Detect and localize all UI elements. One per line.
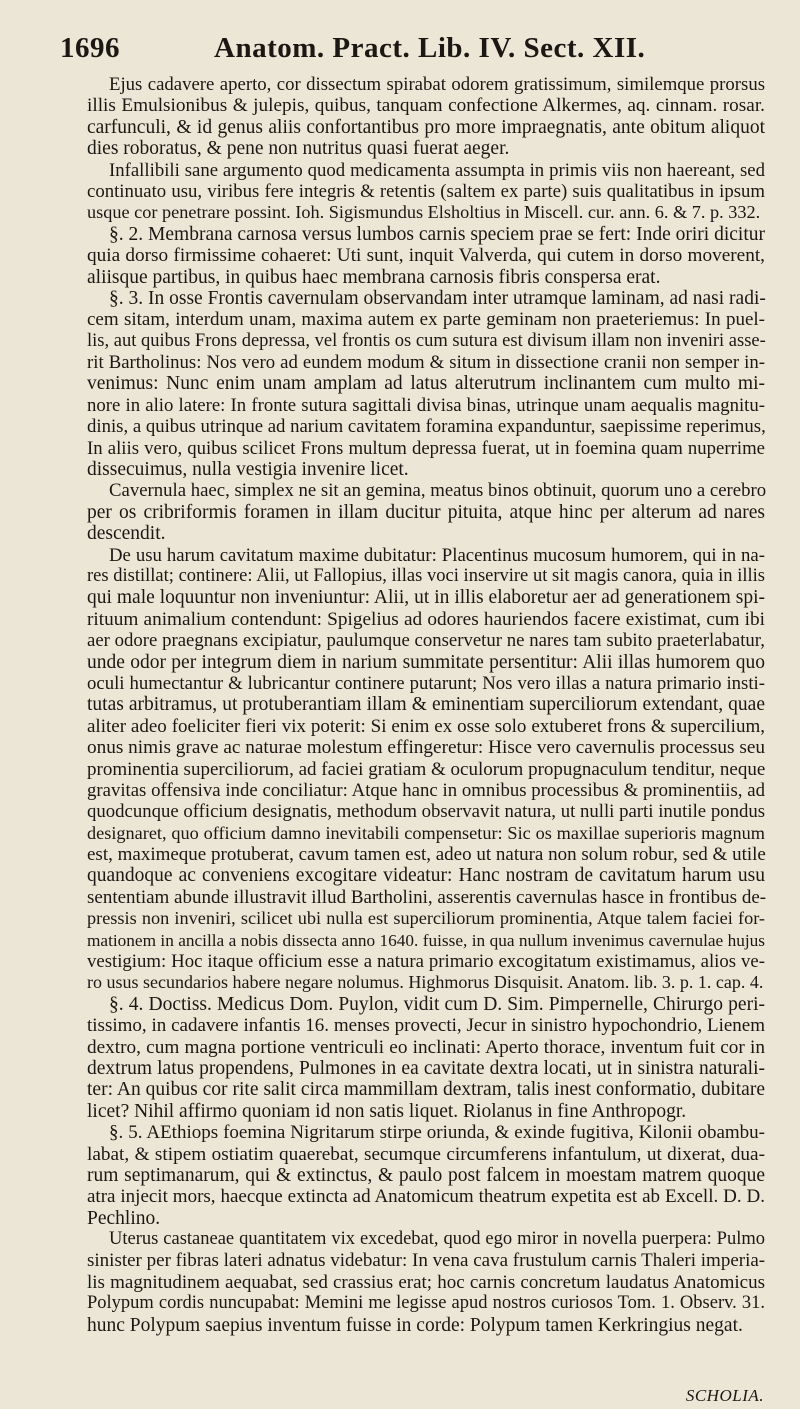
text-line: pressis non inveniri, scilicet ubi nulla est superciliorum prominentia, Atque talem faciei for- [87, 908, 765, 929]
text-line: dies roboratus, & pene non nutritus quasi fuerat aeger. [87, 138, 510, 160]
text-line: vestigium: Hoc itaque officium esse a natura primario excogitatum existimamus, alios ve- [87, 951, 765, 973]
text-line: Pechlino. [87, 1207, 161, 1229]
text-line: Uterus castaneae quantitatem vix excedebat, quod ego miror in novella puerpera: Pulmo [109, 1229, 765, 1250]
text-line: res distillat; continere: Alii, ut Fallopius, illas voci inservire ut sit magis canora, quia in illis [87, 565, 765, 586]
page-number: 1696 [60, 32, 120, 64]
text-line: designaret, quo officium damno inevitabili compensetur: Sic os maxillae superioris magnum [87, 822, 765, 843]
text-line: rum septimanarum, qui & extinctus, & paulo post falcem in moestam matrem quoque [87, 1164, 765, 1186]
text-line: Infallibili sane argumento quod medicamenta assumpta in primis viis non haereant, sed [109, 159, 765, 181]
text-line: usque cor penetrare possint. Ioh. Sigismundus Elsholtius in Miscell. cur. ann. 6. & 7. p. 332. [87, 202, 761, 223]
text-line: tissimo, in cadavere infantis 16. menses provecti, Jecur in sinistro hypochondrio, Lienem [87, 1015, 765, 1037]
text-line: cem sitam, interdum unam, maxima autem ex parte geminam non praeteriemus: In puel- [87, 309, 765, 331]
text-line: dextrum latus propendens, Pulmones in ea cavitate dextra locati, ut in sinistra naturali- [87, 1057, 765, 1079]
text-line: Polypum cordis nuncupabat: Memini me legisse apud nostros curiosos Tom. 1. Observ. 31. [87, 1293, 765, 1314]
body-text [87, 74, 765, 1336]
text-line: licet? Nihil affirmo quoniam id non satis liquet. Riolanus in fine Anthropogr. [87, 1100, 687, 1122]
text-line: quandoque ac conveniens excogitare videatur: Hanc nostram de cavitatum harum usu [87, 865, 765, 887]
text-line: ro usus secundarios habere negare nolumus. Highmorus Disquisit. Anatom. lib. 3. p. 1. cap. 4. [87, 972, 764, 993]
text-line: Cavernula haec, simplex ne sit an gemina, meatus binos obtinuit, quorum uno a cerebro [109, 480, 767, 502]
text-line: §. 5. AEthiops foemina Nigritarum stirpe oriunda, & exinde fugitiva, Kilonii obambu- [109, 1122, 765, 1144]
text-line: mationem in ancilla a nobis dissecta anno 1640. fuisse, in qua nullum invenimus cavernulae hujus [87, 930, 765, 950]
text-line: De usu harum cavitatum maxime dubitatur: Placentinus mucosum humorem, qui in na- [109, 544, 765, 566]
text-line: sententiam abunde illustravit illud Bartholini, asserentis cavernulas hasce in frontibus de- [87, 886, 767, 908]
text-line: prominentia superciliorum, ad faciei gratiam & oculorum propugnaculum tenditur, neque [87, 758, 766, 780]
text-line: In aliis vero, quibus scilicet Frons multum depressa fuerat, ut in foemina quam nuperrime [87, 437, 765, 459]
text-line: ter: An quibus cor rite salit circa mammillam dextram, talis inest conformatio, dubitare [87, 1079, 765, 1101]
text-line: nore in alio latere: In fronte sutura sagittali divisa binas, utrinque unam aequalis magnitu- [87, 394, 765, 416]
text-line: quia dorso firmissime cohaeret: Uti sunt, inquit Valverda, qui cutem in dorso moverent, [87, 245, 765, 267]
text-line: est, maximeque protuberat, cavum tamen est, adeo ut natura non solum robur, sed & utile [87, 844, 766, 866]
text-line: venimus: Nunc enim unam amplam ad latus alterutrum inclinantem cum multo mi- [87, 373, 765, 395]
text-line: rituum animalium contendunt: Spigelius ad odores hauriendos facere existimat, cum ibi [87, 608, 765, 630]
text-line: continuato usu, viribus fere integris & retentis (saltem ex parte) suis qualitatibus in ipsum [87, 180, 765, 202]
text-line: illis Emulsionibus & julepis, quibus, tanquam confectione Alkermes, aq. cinnam. rosar. [87, 95, 765, 117]
running-title: Anatom. Pract. Lib. IV. Sect. XII. [214, 32, 646, 64]
text-line: tutas arbitramus, ut protuberantiam illam & eminentiam superciliorum extendant, quae [87, 694, 765, 716]
text-line: lis, aut quibus Frons depressa, vel frontis os cum sutura est divisum illam non inveniri asse- [87, 330, 766, 351]
text-line: dinis, a quibus utrinque ad narium cavitatem foramina expanduntur, saepissime reperimus, [87, 416, 766, 438]
text-line: rit Bartholinus: Nos vero ad eundem modum & situm in dissectione cranii non semper in- [87, 352, 765, 374]
text-line: unde odor per integrum diem in narium summitate persentitur: Alii illas humorem quo [87, 651, 765, 673]
text-line: gravitas offensiva inde conciliatur: Atque hanc in omnibus processibus & prominentiis, ad [87, 779, 765, 801]
catchword: SCHOLIA. [685, 1386, 764, 1405]
text-line: dextro, cum magna portione ventriculi eo inclinati: Aperto thorace, inventum fuit cor in [87, 1036, 765, 1058]
page-header [60, 32, 760, 72]
text-line: aer odore praegnans excipiatur, paulumque conservetur ne nares tam subito praeterlabatur, [87, 630, 765, 652]
text-line: carfunculi, & id genus aliis confortantibus pro more impraegnatis, ante obitum aliquot [87, 116, 765, 138]
text-line: atra injecit mors, haecque extincta ad Anatomicum theatrum expetita est ab Excell. D. D. [87, 1186, 765, 1208]
text-line: §. 2. Membrana carnosa versus lumbos carnis speciem prae se fert: Inde oriri dicitur [109, 223, 765, 245]
text-line: sinister per fibras lateri adnatus videbatur: In vena cava frustulum carnis Thaleri imperia- [87, 1250, 766, 1272]
text-line: oculi humectantur & lubricantur continere putarunt; Nos vero illas a natura primario insti- [87, 672, 765, 694]
text-line: aliisque partibus, in quibus haec membrana carnosis fibris conspersa erat. [87, 266, 661, 288]
text-line: §. 3. In osse Frontis cavernulam observandam inter utramque laminam, ad nasi radi- [109, 287, 766, 309]
text-line: quodcunque officium designatis, methodum observavit natura, ut nulli parti inutile pondus [87, 801, 765, 823]
text-line: dissecuimus, nulla vestigia invenire licet. [87, 459, 409, 481]
text-line: Ejus cadavere aperto, cor dissectum spirabat odorem gratissimum, similemque prorsus [109, 74, 765, 95]
text-line: §. 4. Doctiss. Medicus Dom. Puylon, vidit cum D. Sim. Pimpernelle, Chirurgo peri- [109, 993, 765, 1015]
text-line: aliter adeo foeliciter fieri vix poterit: Si enim ex osse solo extuberet frons & supercilium, [87, 715, 765, 737]
text-line: per os cribriformis foramen in illam ducitur pituita, atque hinc per alterum ad nares [87, 501, 765, 523]
text-line: onus nimis grave ac naturae molestum effingeretur: Hisce vero cavernulis processus seu [87, 737, 765, 759]
text-line: lis magnitudinem aequabat, sed crassius erat; hoc carnis concretum laudatus Anatomicus [87, 1271, 765, 1293]
text-line: hunc Polypum saepius inventum fuisse in corde: Polypum tamen Kerkringius negat. [87, 1314, 743, 1336]
text-line: labat, & stipem ostiatim quaerebat, secumque circumferens infantulum, ut dixerat, dua- [87, 1143, 765, 1165]
text-line: qui male loquuntur non inveniuntur: Alii, ut in illis elaboretur aer ad generationem spi- [87, 587, 765, 609]
text-line: descendit. [87, 523, 166, 545]
